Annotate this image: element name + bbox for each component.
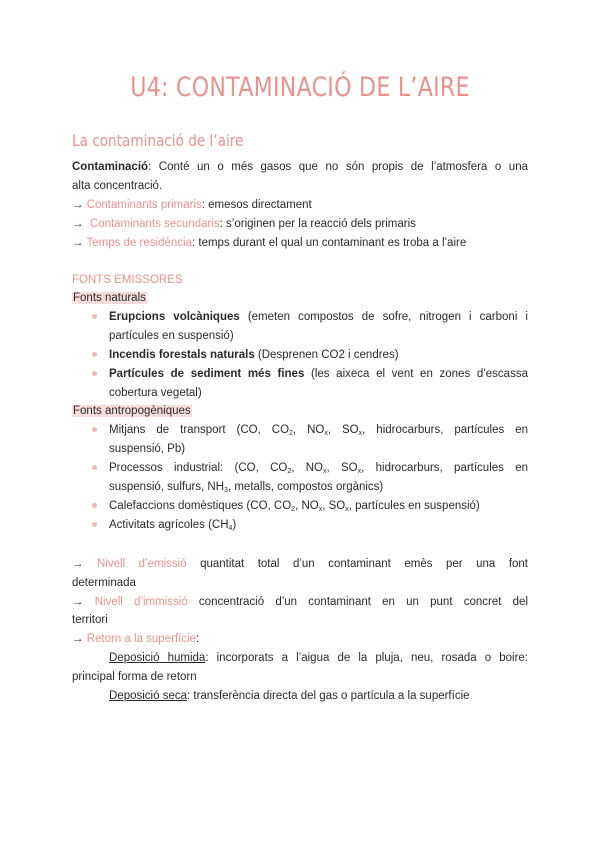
residencia-line [72, 234, 466, 252]
list-item-cont: cobertura vegetal) [109, 387, 202, 399]
immissio-line: → Nivell d’immissió concentració d’un contaminant en un punt concret del [72, 596, 528, 608]
arrow-icon: → [72, 199, 84, 211]
residencia-term: Temps de residència [86, 237, 192, 249]
antro-heading: Fonts antropogèniques [73, 405, 191, 417]
secundaris-term: Contaminants secundaris [89, 218, 220, 230]
bullet-icon [92, 314, 97, 319]
bullet-icon [92, 465, 97, 470]
arrow-icon: → [72, 237, 84, 249]
list-item: Calefaccions domèstiques (CO, $CO_2$, $NO_x$, $SO_x$, partícules en suspensió) [109, 500, 480, 513]
list-item: Mitjans de transport (CO, $CO_2$, $NO_x$, $SO_x$, hidrocarburs, partícules en [109, 424, 529, 437]
seca-line: Deposició seca: transferència directa del gas o partícula a la superfície [109, 690, 470, 702]
bullet-icon [92, 352, 97, 357]
bullet-icon [92, 371, 97, 376]
arrow-icon: → [72, 218, 84, 230]
page-title: U4: CONTAMINACIÓ DE L’AIRE [130, 72, 470, 103]
list-item-cont: suspensió, Pb) [109, 443, 186, 455]
arrow-icon: → [72, 633, 84, 645]
definition-line [72, 158, 528, 176]
emissio-line-2: determinada [72, 577, 136, 589]
fonts-heading: FONTS EMISSORES [72, 274, 183, 286]
bullet-icon [92, 503, 97, 508]
immissio-line-2: territori [72, 614, 108, 626]
humida-line: Deposició humida: incorporats a l’aigua de la pluja, neu, rosada o boire: [109, 652, 528, 664]
primaris-def: : emesos directament [201, 199, 312, 211]
retorn-line: → Retorn a la superfície: [72, 633, 200, 645]
arrow-icon: → [72, 596, 84, 608]
emissio-line: → Nivell d’emissió quantitat total d’un contaminant emès per una font [72, 558, 528, 570]
list-item: Activitats agrícoles $(CH_4)$ [109, 519, 237, 532]
humida-line-2: principal forma de retorn [72, 671, 197, 683]
bullet-icon [92, 522, 97, 527]
list-item-cont: suspensió, sulfurs, $NH_3$, metalls, compostos orgànics) [109, 481, 384, 494]
secundaris-line [72, 215, 416, 233]
list-item: Processos industrial: (CO, $CO_2$, $NO_x$, $SO_x$, hidrocarburs, partícules en [109, 462, 528, 475]
arrow-icon: → [72, 558, 84, 570]
primaris-term: Contaminants primaris [86, 199, 202, 211]
list-item-cont: partícules en suspensió) [109, 330, 234, 342]
definition-line-2: alta concentració. [72, 180, 163, 192]
definition-term: Contaminació [72, 161, 149, 173]
primaris-line [72, 196, 312, 214]
section-subtitle: La contaminació de l’aire [72, 131, 244, 150]
bullet-icon [92, 427, 97, 432]
list-item: Erupcions volcàniques (emeten compostos de sofre, nitrogen i carboni i [109, 311, 528, 323]
residencia-def: : temps durant el qual un contaminant es troba a l’aire [191, 237, 467, 249]
naturals-heading: Fonts naturals [73, 292, 146, 304]
list-item: Partícules de sediment més fines (les aixeca el vent en zones d’escassa [109, 368, 528, 380]
list-item: Incendis forestals naturals (Desprenen CO2 i cendres) [109, 349, 399, 361]
definition-text: : Conté un o més gasos que no són propis de l’atmosfera o una [148, 161, 528, 173]
secundaris-def: : s’originen per la reacció dels primaris [219, 218, 416, 230]
